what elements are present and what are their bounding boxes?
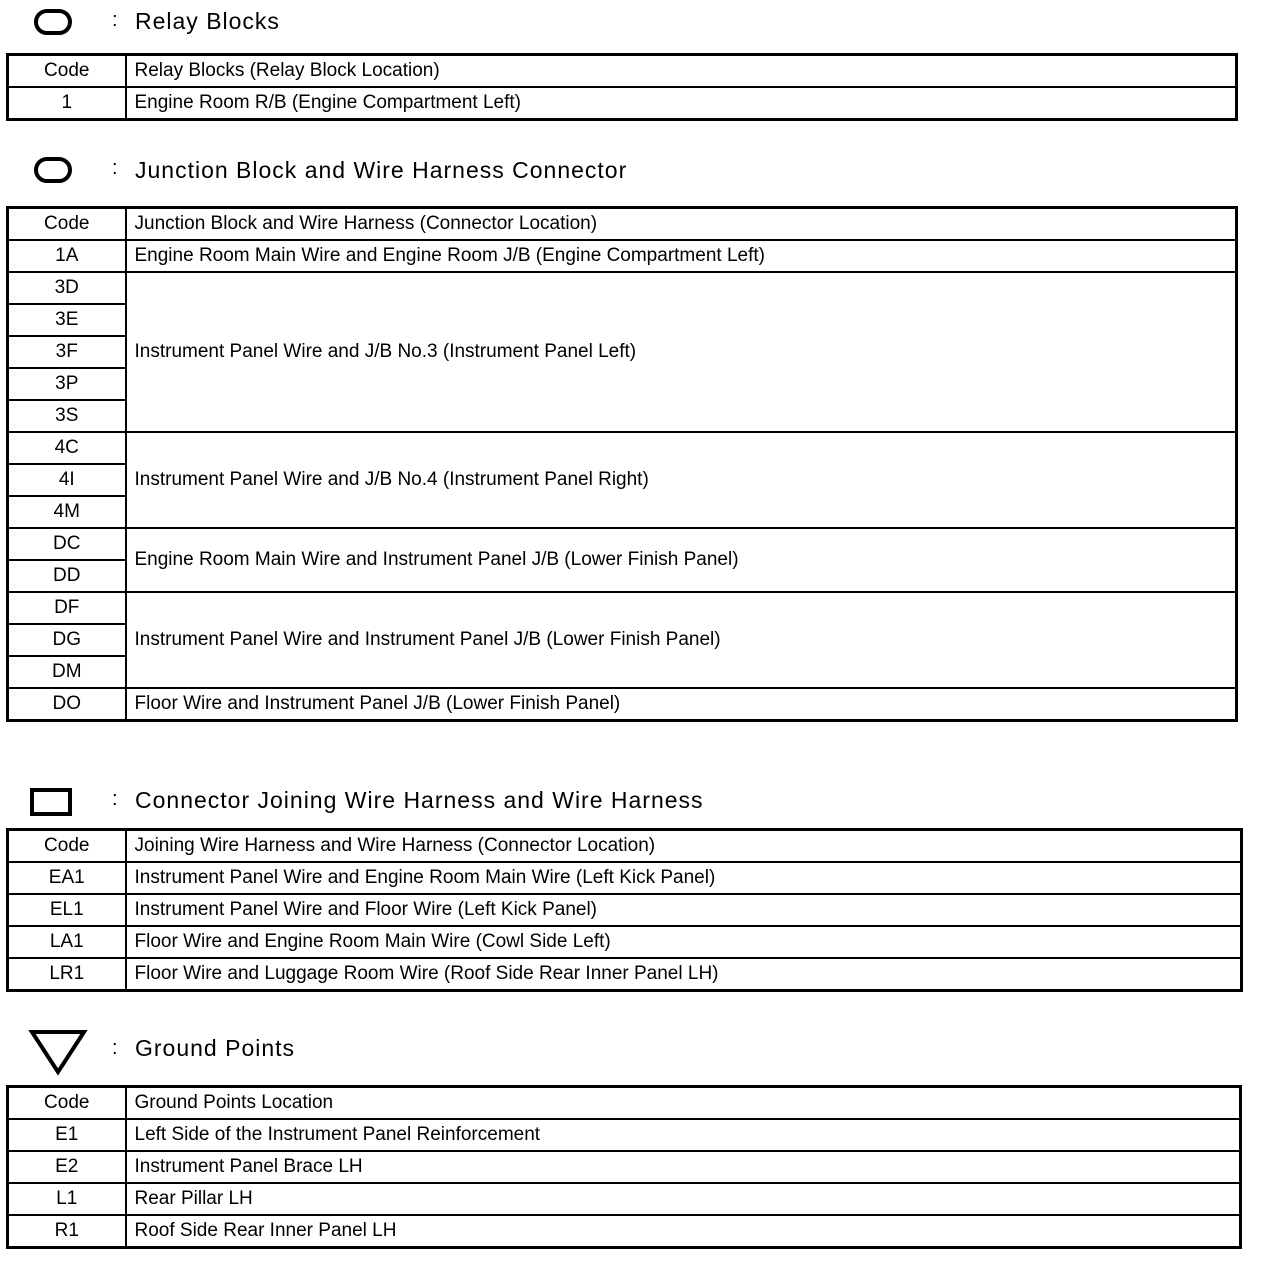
row-description: Floor Wire and Luggage Room Wire (Roof Side Rear Inner Panel LH) bbox=[126, 958, 1242, 991]
table-header-row bbox=[8, 1087, 1241, 1120]
table-header-row bbox=[8, 208, 1237, 241]
row-description: Instrument Panel Wire and Engine Room Main Wire (Left Kick Panel) bbox=[126, 862, 1242, 894]
section-colon: : bbox=[112, 1037, 118, 1059]
section-title: Junction Block and Wire Harness Connector bbox=[135, 157, 628, 183]
row-description: Engine Room Main Wire and Instrument Panel J/B (Lower Finish Panel) bbox=[126, 528, 1237, 592]
table-header-row bbox=[8, 830, 1242, 863]
row-description: Instrument Panel Wire and Instrument Panel J/B (Lower Finish Panel) bbox=[126, 592, 1237, 688]
row-description: Floor Wire and Instrument Panel J/B (Lower Finish Panel) bbox=[126, 688, 1237, 721]
row-description: Instrument Panel Wire and Floor Wire (Left Kick Panel) bbox=[126, 894, 1242, 926]
row-description: Rear Pillar LH bbox=[126, 1183, 1241, 1215]
table-row bbox=[8, 272, 1237, 304]
section-title: Connector Joining Wire Harness and Wire Harness bbox=[135, 787, 704, 813]
section-title: Relay Blocks bbox=[135, 8, 280, 34]
section-title: Ground Points bbox=[135, 1035, 296, 1061]
table-row bbox=[8, 1183, 1241, 1215]
row-code: DM bbox=[8, 656, 126, 688]
junction-block-table bbox=[6, 206, 1238, 722]
row-code: EL1 bbox=[8, 894, 126, 926]
row-description: Roof Side Rear Inner Panel LH bbox=[126, 1215, 1241, 1248]
row-code: R1 bbox=[8, 1215, 126, 1248]
header-code: Code bbox=[8, 208, 126, 241]
row-code: DC bbox=[8, 528, 126, 560]
table-row bbox=[8, 1119, 1241, 1151]
table-row bbox=[8, 432, 1237, 464]
down-triangle-icon bbox=[28, 1028, 88, 1076]
table-header-row bbox=[8, 55, 1237, 88]
row-description: Floor Wire and Engine Room Main Wire (Cowl Side Left) bbox=[126, 926, 1242, 958]
row-code: 3F bbox=[8, 336, 126, 368]
row-code: 1 bbox=[8, 87, 126, 120]
table-row bbox=[8, 87, 1237, 120]
row-code: LR1 bbox=[8, 958, 126, 991]
row-description: Instrument Panel Brace LH bbox=[126, 1151, 1241, 1183]
table-row bbox=[8, 592, 1237, 624]
row-code: 3S bbox=[8, 400, 126, 432]
header-description: Relay Blocks (Relay Block Location) bbox=[126, 55, 1237, 88]
rounded-rectangle-icon bbox=[34, 9, 72, 35]
row-description: Left Side of the Instrument Panel Reinforcement bbox=[126, 1119, 1241, 1151]
relay-blocks-table bbox=[6, 53, 1238, 121]
table-row bbox=[8, 862, 1242, 894]
table-row bbox=[8, 926, 1242, 958]
row-code: LA1 bbox=[8, 926, 126, 958]
row-code: 1A bbox=[8, 240, 126, 272]
header-description: Ground Points Location bbox=[126, 1087, 1241, 1120]
header-description: Joining Wire Harness and Wire Harness (Connector Location) bbox=[126, 830, 1242, 863]
row-description: Engine Room R/B (Engine Compartment Left) bbox=[126, 87, 1237, 120]
section-colon: : bbox=[112, 9, 118, 31]
table-row bbox=[8, 894, 1242, 926]
row-code: 3P bbox=[8, 368, 126, 400]
row-code: 4M bbox=[8, 496, 126, 528]
row-code: 4C bbox=[8, 432, 126, 464]
connector-joining-table bbox=[6, 828, 1243, 992]
section-colon: : bbox=[112, 157, 118, 179]
table-row bbox=[8, 688, 1237, 721]
table-row bbox=[8, 1215, 1241, 1248]
section-colon: : bbox=[112, 788, 118, 810]
row-code: DD bbox=[8, 560, 126, 592]
row-code: DF bbox=[8, 592, 126, 624]
row-code: DG bbox=[8, 624, 126, 656]
header-code: Code bbox=[8, 1087, 126, 1120]
header-code: Code bbox=[8, 830, 126, 863]
rounded-rectangle-icon bbox=[34, 157, 72, 183]
table-row bbox=[8, 1151, 1241, 1183]
row-code: L1 bbox=[8, 1183, 126, 1215]
row-code: EA1 bbox=[8, 862, 126, 894]
row-description: Engine Room Main Wire and Engine Room J/B (Engine Compartment Left) bbox=[126, 240, 1237, 272]
row-description: Instrument Panel Wire and J/B No.4 (Instrument Panel Right) bbox=[126, 432, 1237, 528]
table-row bbox=[8, 240, 1237, 272]
row-code: 3D bbox=[8, 272, 126, 304]
table-row bbox=[8, 958, 1242, 991]
table-row bbox=[8, 528, 1237, 560]
row-description: Instrument Panel Wire and J/B No.3 (Instrument Panel Left) bbox=[126, 272, 1237, 432]
row-code: 3E bbox=[8, 304, 126, 336]
header-code: Code bbox=[8, 55, 126, 88]
row-code: E1 bbox=[8, 1119, 126, 1151]
header-description: Junction Block and Wire Harness (Connector Location) bbox=[126, 208, 1237, 241]
row-code: DO bbox=[8, 688, 126, 721]
row-code: E2 bbox=[8, 1151, 126, 1183]
rectangle-icon bbox=[30, 788, 72, 816]
ground-points-table bbox=[6, 1085, 1242, 1249]
row-code: 4I bbox=[8, 464, 126, 496]
